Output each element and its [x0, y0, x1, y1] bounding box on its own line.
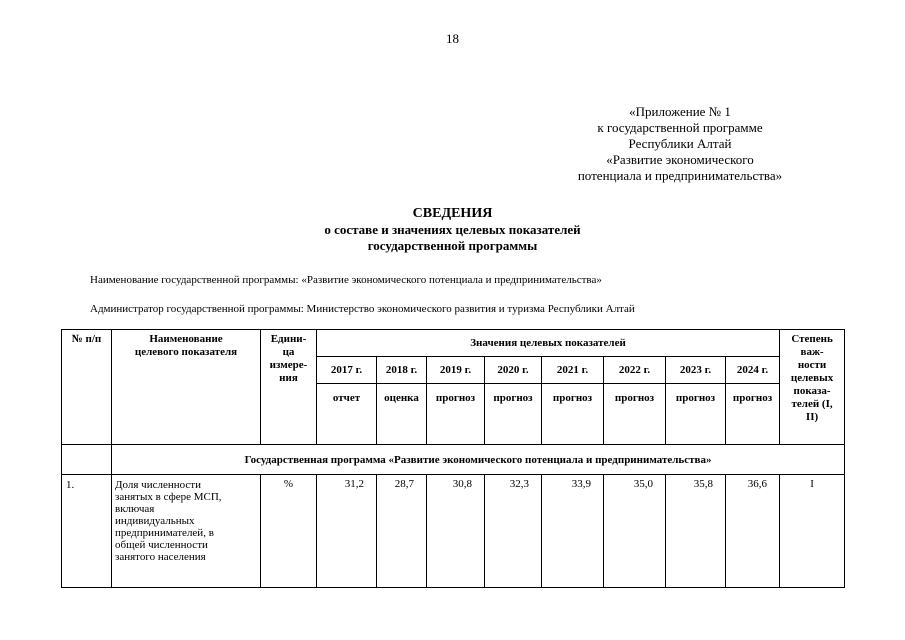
row-value: 31,2: [317, 475, 377, 588]
title-subtitle: государственной программы: [367, 238, 538, 253]
title-main: СВЕДЕНИЯ: [412, 206, 493, 221]
indicator-name-line: занятых в сфере МСП,: [115, 491, 222, 503]
year-header: 2022 г.: [604, 357, 666, 384]
row-value: 35,0: [604, 475, 666, 588]
header-values: Значения целевых показателей: [317, 330, 780, 357]
header-importance-line: II): [805, 411, 819, 423]
document-title: [0, 206, 905, 254]
status-header: отчет: [317, 384, 377, 445]
appendix-line: потенциала и предпринимательства»: [577, 168, 783, 183]
indicators-table: [61, 329, 845, 588]
year-header: 2017 г.: [317, 357, 377, 384]
status-header: оценка: [377, 384, 427, 445]
row-importance: I: [780, 475, 845, 588]
header-importance-line: ности: [797, 359, 827, 371]
row-value: 33,9: [542, 475, 604, 588]
section-empty-cell: [62, 445, 112, 475]
indicator-name-line: индивидуальных: [115, 515, 195, 527]
appendix-line: к государственной программе: [597, 120, 763, 135]
appendix-caption: [540, 104, 820, 184]
header-importance-line: Степень: [791, 333, 833, 345]
header-unit-line: ца: [282, 346, 295, 358]
year-header: 2021 г.: [542, 357, 604, 384]
status-header: прогноз: [604, 384, 666, 445]
year-header: 2020 г.: [485, 357, 542, 384]
row-indicator-name: [112, 475, 261, 588]
header-unit-line: ния: [279, 372, 298, 384]
header-unit: [261, 330, 317, 445]
indicator-name-line: занятого населения: [115, 551, 206, 563]
administrator-line: Администратор государственной программы: Министерство экономического развития и туризма Республики Алтай: [90, 303, 635, 315]
row-unit: %: [261, 475, 317, 588]
page-number: 18: [446, 31, 459, 46]
row-value: 35,8: [666, 475, 726, 588]
header-unit-line: Едини-: [270, 333, 307, 345]
header-importance-line: целевых: [790, 372, 834, 384]
header-name-line: Наименование: [149, 333, 223, 345]
appendix-line: «Приложение № 1: [629, 104, 731, 119]
year-header: 2019 г.: [427, 357, 485, 384]
header-name: [112, 330, 261, 445]
year-header: 2024 г.: [726, 357, 780, 384]
row-value: 28,7: [377, 475, 427, 588]
program-name-line: Наименование государственной программы: «Развитие экономического потенциала и предпринимательства»: [90, 274, 602, 286]
indicator-name-line: общей численности: [115, 539, 208, 551]
title-subtitle: о составе и значениях целевых показателей: [324, 222, 581, 237]
header-importance: [780, 330, 845, 445]
header-name-line: целевого показателя: [134, 346, 238, 358]
header-num: № п/п: [62, 330, 112, 445]
header-importance-line: телей (I,: [791, 398, 833, 410]
indicator-name-line: предпринимателей, в: [115, 527, 214, 539]
row-value: 36,6: [726, 475, 780, 588]
year-header: 2023 г.: [666, 357, 726, 384]
header-importance-line: показа-: [793, 385, 831, 397]
status-header: прогноз: [542, 384, 604, 445]
status-header: прогноз: [726, 384, 780, 445]
appendix-line: Республики Алтай: [628, 136, 732, 151]
row-value: 30,8: [427, 475, 485, 588]
row-num: 1.: [62, 475, 112, 588]
indicator-name-line: Доля численности: [115, 479, 201, 491]
status-header: прогноз: [666, 384, 726, 445]
row-value: 32,3: [485, 475, 542, 588]
status-header: прогноз: [427, 384, 485, 445]
status-header: прогноз: [485, 384, 542, 445]
appendix-line: «Развитие экономического: [606, 152, 754, 167]
indicator-name-line: включая: [115, 503, 155, 515]
header-importance-line: важ-: [800, 346, 824, 358]
header-unit-line: измере-: [269, 359, 308, 371]
section-title: Государственная программа «Развитие экономического потенциала и предпринимательства»: [112, 445, 845, 475]
year-header: 2018 г.: [377, 357, 427, 384]
